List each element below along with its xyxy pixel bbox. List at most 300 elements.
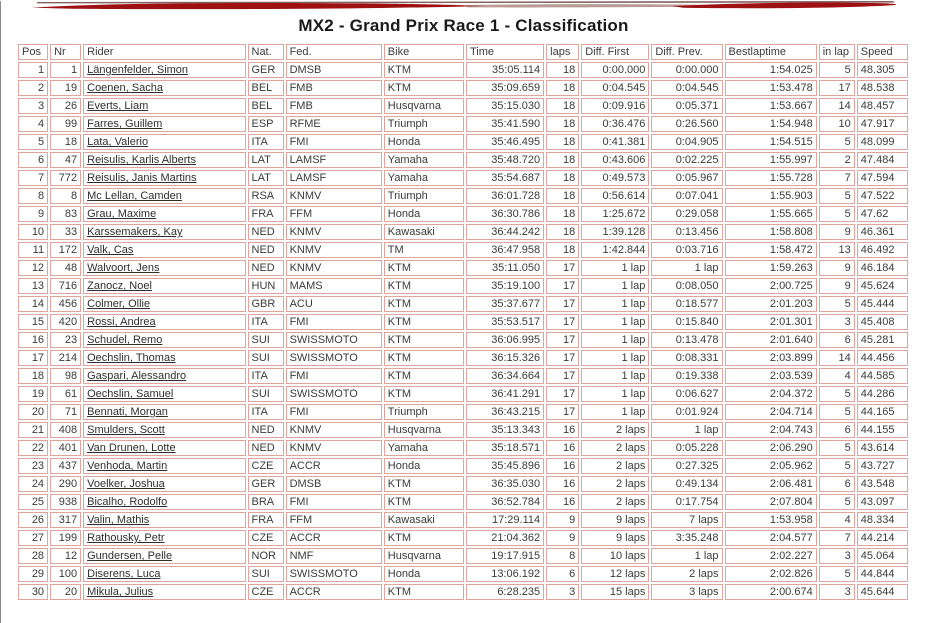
rider-link[interactable]: Van Drunen, Lotte xyxy=(87,442,176,454)
rider-link[interactable]: Walvoort, Jens xyxy=(87,262,160,274)
cell-bike: KTM xyxy=(384,332,464,348)
cell-diff-prev: 0:19.338 xyxy=(651,368,722,384)
rider-link[interactable]: Schudel, Remo xyxy=(87,334,163,346)
cell-pos: 14 xyxy=(18,296,48,312)
cell-fed: LAMSF xyxy=(286,170,382,186)
cell-speed: 47.62 xyxy=(857,206,908,222)
cell-diff-first: 2 laps xyxy=(581,494,649,510)
cell-fed: FMB xyxy=(286,80,382,96)
red-brush-stripe-graphic xyxy=(27,1,901,13)
table-row xyxy=(18,458,908,474)
rider-link[interactable]: Lata, Valerio xyxy=(87,136,149,148)
cell-bike: KTM xyxy=(384,494,464,510)
cell-in-lap: 5 xyxy=(819,134,855,150)
cell-speed: 45.644 xyxy=(857,584,908,600)
cell-laps: 17 xyxy=(546,404,579,420)
cell-speed: 43.727 xyxy=(857,458,908,474)
cell-nr: 12 xyxy=(50,548,81,564)
cell-rider xyxy=(83,458,245,474)
cell-rider xyxy=(83,242,245,258)
cell-nr: 71 xyxy=(50,404,81,420)
cell-diff-first: 0:36.476 xyxy=(581,116,649,132)
cell-time: 35:48.720 xyxy=(466,152,544,168)
cell-nr: 98 xyxy=(50,368,81,384)
col-header-diff-prev: Diff. Prev. xyxy=(651,44,722,60)
rider-link[interactable]: Bicalho, Rodolfo xyxy=(87,496,168,508)
cell-diff-first: 2 laps xyxy=(581,440,649,456)
cell-bestlaptime: 2:04.577 xyxy=(725,530,817,546)
cell-pos: 27 xyxy=(18,530,48,546)
cell-fed: KNMV xyxy=(286,440,382,456)
rider-link[interactable]: Rossi, Andrea xyxy=(87,316,156,328)
cell-rider xyxy=(83,116,245,132)
cell-laps: 18 xyxy=(546,206,579,222)
cell-diff-first: 1 lap xyxy=(581,332,649,348)
cell-rider xyxy=(83,440,245,456)
rider-link[interactable]: Reisulis, Karlis Alberts xyxy=(87,154,196,166)
cell-rider xyxy=(83,206,245,222)
cell-nr: 20 xyxy=(50,584,81,600)
cell-bike: KTM xyxy=(384,296,464,312)
cell-rider xyxy=(83,350,245,366)
cell-nr: 420 xyxy=(50,314,81,330)
cell-speed: 46.184 xyxy=(857,260,908,276)
cell-fed: KNMV xyxy=(286,242,382,258)
cell-diff-prev: 0:13.456 xyxy=(651,224,722,240)
col-header-fed: Fed. xyxy=(286,44,382,60)
page-title: MX2 - Grand Prix Race 1 - Classification xyxy=(298,16,629,35)
cell-diff-prev: 3 laps xyxy=(651,584,722,600)
cell-speed: 48.457 xyxy=(857,98,908,114)
cell-bike: KTM xyxy=(384,350,464,366)
table-row xyxy=(18,494,908,510)
cell-bestlaptime: 2:00.674 xyxy=(725,584,817,600)
cell-fed: FFM xyxy=(286,206,382,222)
cell-nr: 8 xyxy=(50,188,81,204)
cell-in-lap: 7 xyxy=(819,530,855,546)
rider-link[interactable]: Bennati, Morgan xyxy=(87,406,168,418)
cell-in-lap: 9 xyxy=(819,260,855,276)
cell-nr: 199 xyxy=(50,530,81,546)
cell-speed: 48.305 xyxy=(857,62,908,78)
rider-link[interactable]: Valk, Cas xyxy=(87,244,134,256)
rider-link[interactable]: Mikula, Julius xyxy=(87,586,154,598)
cell-diff-first: 1:39.128 xyxy=(581,224,649,240)
cell-diff-first: 2 laps xyxy=(581,458,649,474)
cell-pos: 24 xyxy=(18,476,48,492)
cell-speed: 45.444 xyxy=(857,296,908,312)
cell-pos: 9 xyxy=(18,206,48,222)
cell-pos: 10 xyxy=(18,224,48,240)
cell-laps: 17 xyxy=(546,350,579,366)
cell-pos: 22 xyxy=(18,440,48,456)
cell-speed: 45.408 xyxy=(857,314,908,330)
rider-link[interactable]: Coenen, Sacha xyxy=(87,82,163,94)
cell-diff-first: 0:49.573 xyxy=(581,170,649,186)
cell-laps: 16 xyxy=(546,440,579,456)
col-header-time: Time xyxy=(466,44,544,60)
cell-bike: Yamaha xyxy=(384,152,464,168)
cell-diff-prev: 0:03.716 xyxy=(651,242,722,258)
cell-diff-first: 10 laps xyxy=(581,548,649,564)
cell-diff-prev: 0:08.050 xyxy=(651,278,722,294)
cell-bestlaptime: 1:58.808 xyxy=(725,224,817,240)
cell-laps: 17 xyxy=(546,386,579,402)
cell-diff-prev: 1 lap xyxy=(651,548,722,564)
cell-diff-first: 0:00.000 xyxy=(581,62,649,78)
cell-nat: BEL xyxy=(248,80,284,96)
cell-laps: 17 xyxy=(546,368,579,384)
rider-link[interactable]: Gaspari, Alessandro xyxy=(87,370,187,382)
cell-diff-first: 12 laps xyxy=(581,566,649,582)
rider-link[interactable]: Oechslin, Thomas xyxy=(87,352,176,364)
cell-laps: 16 xyxy=(546,458,579,474)
cell-diff-prev: 3:35.248 xyxy=(651,530,722,546)
cell-nat: NOR xyxy=(248,548,284,564)
cell-diff-first: 0:56.614 xyxy=(581,188,649,204)
cell-in-lap: 6 xyxy=(819,422,855,438)
cell-diff-first: 15 laps xyxy=(581,584,649,600)
cell-fed: DMSB xyxy=(286,62,382,78)
cell-fed: ACCR xyxy=(286,530,382,546)
cell-bestlaptime: 2:02.826 xyxy=(725,566,817,582)
cell-bike: Honda xyxy=(384,206,464,222)
cell-nat: ITA xyxy=(248,134,284,150)
cell-diff-first: 2 laps xyxy=(581,476,649,492)
cell-nat: CZE xyxy=(248,458,284,474)
cell-time: 36:52.784 xyxy=(466,494,544,510)
cell-fed: FMI xyxy=(286,314,382,330)
cell-fed: ACCR xyxy=(286,458,382,474)
cell-pos: 21 xyxy=(18,422,48,438)
cell-bike: Triumph xyxy=(384,188,464,204)
cell-nat: CZE xyxy=(248,530,284,546)
cell-bike: KTM xyxy=(384,530,464,546)
col-header-diff-first: Diff. First xyxy=(581,44,649,60)
cell-laps: 9 xyxy=(546,512,579,528)
table-row xyxy=(18,98,908,114)
cell-nat: ITA xyxy=(248,368,284,384)
cell-nr: 408 xyxy=(50,422,81,438)
table-row xyxy=(18,152,908,168)
cell-diff-first: 1 lap xyxy=(581,368,649,384)
cell-nat: NED xyxy=(248,260,284,276)
cell-diff-first: 0:43.606 xyxy=(581,152,649,168)
col-header-nat: Nat. xyxy=(248,44,284,60)
cell-bestlaptime: 2:01.640 xyxy=(725,332,817,348)
cell-bike: Kawasaki xyxy=(384,512,464,528)
table-row xyxy=(18,548,908,564)
rider-link[interactable]: Zanocz, Noel xyxy=(87,280,152,292)
cell-in-lap: 14 xyxy=(819,350,855,366)
cell-diff-prev: 1 lap xyxy=(651,260,722,276)
cell-nat: LAT xyxy=(248,170,284,186)
cell-bestlaptime: 2:03.899 xyxy=(725,350,817,366)
cell-nr: 172 xyxy=(50,242,81,258)
cell-bestlaptime: 1:55.728 xyxy=(725,170,817,186)
cell-speed: 44.585 xyxy=(857,368,908,384)
cell-rider xyxy=(83,494,245,510)
cell-rider xyxy=(83,296,245,312)
cell-diff-prev: 0:49.134 xyxy=(651,476,722,492)
cell-diff-first: 1 lap xyxy=(581,314,649,330)
cell-nat: BEL xyxy=(248,98,284,114)
cell-diff-prev: 0:02.225 xyxy=(651,152,722,168)
col-header-in-lap: in lap xyxy=(819,44,855,60)
cell-nr: 99 xyxy=(50,116,81,132)
cell-bestlaptime: 2:04.372 xyxy=(725,386,817,402)
cell-pos: 30 xyxy=(18,584,48,600)
cell-pos: 16 xyxy=(18,332,48,348)
cell-diff-prev: 0:07.041 xyxy=(651,188,722,204)
cell-nr: 18 xyxy=(50,134,81,150)
cell-pos: 1 xyxy=(18,62,48,78)
cell-rider xyxy=(83,422,245,438)
table-row xyxy=(18,314,908,330)
table-row xyxy=(18,224,908,240)
cell-bike: Yamaha xyxy=(384,170,464,186)
table-row xyxy=(18,188,908,204)
cell-in-lap: 6 xyxy=(819,332,855,348)
cell-bestlaptime: 1:54.515 xyxy=(725,134,817,150)
cell-pos: 6 xyxy=(18,152,48,168)
rider-link[interactable]: Rathousky, Petr xyxy=(87,532,165,544)
cell-bike: Honda xyxy=(384,458,464,474)
cell-time: 35:46.495 xyxy=(466,134,544,150)
cell-rider xyxy=(83,134,245,150)
cell-diff-first: 1 lap xyxy=(581,404,649,420)
cell-bike: Husqvarna xyxy=(384,548,464,564)
cell-in-lap: 9 xyxy=(819,224,855,240)
cell-nr: 938 xyxy=(50,494,81,510)
cell-nat: SUI xyxy=(248,350,284,366)
cell-nat: CZE xyxy=(248,584,284,600)
cell-bestlaptime: 2:05.962 xyxy=(725,458,817,474)
cell-diff-first: 0:04.545 xyxy=(581,80,649,96)
cell-nat: SUI xyxy=(248,332,284,348)
rider-link[interactable]: Colmer, Ollie xyxy=(87,298,151,310)
rider-link[interactable]: Grau, Maxime xyxy=(87,208,157,220)
rider-link[interactable]: Smulders, Scott xyxy=(87,424,165,436)
cell-bestlaptime: 1:53.478 xyxy=(725,80,817,96)
header-row xyxy=(18,44,908,60)
cell-time: 35:13.343 xyxy=(466,422,544,438)
cell-nr: 33 xyxy=(50,224,81,240)
cell-rider xyxy=(83,62,245,78)
cell-nat: SUI xyxy=(248,566,284,582)
table-row xyxy=(18,422,908,438)
cell-in-lap: 17 xyxy=(819,80,855,96)
cell-fed: ACU xyxy=(286,296,382,312)
col-header-rider: Rider xyxy=(83,44,245,60)
rider-link[interactable]: Oechslin, Samuel xyxy=(87,388,174,400)
cell-bestlaptime: 2:00.725 xyxy=(725,278,817,294)
cell-in-lap: 4 xyxy=(819,512,855,528)
cell-nat: FRA xyxy=(248,206,284,222)
cell-rider xyxy=(83,476,245,492)
cell-speed: 44.155 xyxy=(857,422,908,438)
cell-time: 35:37.677 xyxy=(466,296,544,312)
table-row xyxy=(18,476,908,492)
cell-rider xyxy=(83,278,245,294)
cell-time: 35:09.659 xyxy=(466,80,544,96)
cell-in-lap: 5 xyxy=(819,296,855,312)
cell-in-lap: 3 xyxy=(819,548,855,564)
cell-diff-first: 1 lap xyxy=(581,386,649,402)
cell-bestlaptime: 2:02.227 xyxy=(725,548,817,564)
rider-link[interactable]: Mc Lellan, Camden xyxy=(87,190,182,202)
cell-diff-prev: 0:27.325 xyxy=(651,458,722,474)
rider-link[interactable]: Diserens, Luca xyxy=(87,568,161,580)
table-row xyxy=(18,80,908,96)
table-row xyxy=(18,404,908,420)
cell-in-lap: 5 xyxy=(819,62,855,78)
cell-diff-prev: 0:15.840 xyxy=(651,314,722,330)
rider-link[interactable]: Valin, Mathis xyxy=(87,514,150,526)
rider-link[interactable]: Karssemakers, Kay xyxy=(87,226,183,238)
cell-nr: 214 xyxy=(50,350,81,366)
cell-nr: 290 xyxy=(50,476,81,492)
cell-bike: Husqvarna xyxy=(384,422,464,438)
cell-bestlaptime: 2:03.539 xyxy=(725,368,817,384)
cell-diff-prev: 1 lap xyxy=(651,422,722,438)
cell-pos: 26 xyxy=(18,512,48,528)
cell-pos: 13 xyxy=(18,278,48,294)
table-row xyxy=(18,296,908,312)
cell-bike: KTM xyxy=(384,476,464,492)
cell-rider xyxy=(83,512,245,528)
cell-nat: ITA xyxy=(248,314,284,330)
rider-link[interactable]: Gundersen, Pelle xyxy=(87,550,173,562)
cell-fed: FMI xyxy=(286,404,382,420)
cell-speed: 45.064 xyxy=(857,548,908,564)
col-header-nr: Nr xyxy=(50,44,81,60)
col-header-laps: laps xyxy=(546,44,579,60)
cell-bike: Yamaha xyxy=(384,440,464,456)
cell-speed: 46.492 xyxy=(857,242,908,258)
cell-speed: 44.214 xyxy=(857,530,908,546)
cell-nat: GBR xyxy=(248,296,284,312)
cell-fed: KNMV xyxy=(286,224,382,240)
cell-in-lap: 5 xyxy=(819,566,855,582)
cell-fed: SWISSMOTO xyxy=(286,332,382,348)
cell-bike: KTM xyxy=(384,62,464,78)
cell-fed: FMB xyxy=(286,98,382,114)
cell-pos: 29 xyxy=(18,566,48,582)
cell-nat: ITA xyxy=(248,404,284,420)
col-header-bike: Bike xyxy=(384,44,464,60)
cell-time: 35:41.590 xyxy=(466,116,544,132)
cell-time: 35:15.030 xyxy=(466,98,544,114)
cell-laps: 18 xyxy=(546,152,579,168)
table-row xyxy=(18,170,908,186)
rider-link[interactable]: Reisulis, Janis Martins xyxy=(87,172,197,184)
cell-laps: 8 xyxy=(546,548,579,564)
table-row xyxy=(18,566,908,582)
table-row xyxy=(18,62,908,78)
cell-time: 36:44.242 xyxy=(466,224,544,240)
cell-nat: HUN xyxy=(248,278,284,294)
table-row xyxy=(18,278,908,294)
cell-nr: 437 xyxy=(50,458,81,474)
cell-pos: 17 xyxy=(18,350,48,366)
cell-nr: 317 xyxy=(50,512,81,528)
cell-pos: 5 xyxy=(18,134,48,150)
rider-link[interactable]: Farres, Guillem xyxy=(87,118,163,130)
cell-nat: NED xyxy=(248,440,284,456)
cell-bestlaptime: 2:01.203 xyxy=(725,296,817,312)
cell-fed: MAMS xyxy=(286,278,382,294)
cell-time: 35:54.687 xyxy=(466,170,544,186)
cell-pos: 7 xyxy=(18,170,48,186)
cell-bike: Kawasaki xyxy=(384,224,464,240)
cell-nat: ESP xyxy=(248,116,284,132)
cell-speed: 44.286 xyxy=(857,386,908,402)
cell-laps: 18 xyxy=(546,116,579,132)
cell-time: 36:01.728 xyxy=(466,188,544,204)
cell-pos: 28 xyxy=(18,548,48,564)
cell-time: 21:04.362 xyxy=(466,530,544,546)
classification-table xyxy=(16,42,910,602)
cell-rider xyxy=(83,314,245,330)
cell-bike: Triumph xyxy=(384,404,464,420)
cell-bike: KTM xyxy=(384,260,464,276)
table-row xyxy=(18,350,908,366)
cell-laps: 18 xyxy=(546,98,579,114)
cell-bestlaptime: 2:04.714 xyxy=(725,404,817,420)
cell-diff-first: 1:25.672 xyxy=(581,206,649,222)
rider-link[interactable]: Venhoda, Martin xyxy=(87,460,168,472)
cell-nr: 100 xyxy=(50,566,81,582)
cell-pos: 11 xyxy=(18,242,48,258)
cell-nat: SUI xyxy=(248,386,284,402)
table-row xyxy=(18,386,908,402)
cell-time: 36:35.030 xyxy=(466,476,544,492)
cell-nr: 48 xyxy=(50,260,81,276)
cell-nat: NED xyxy=(248,422,284,438)
rider-link[interactable]: Everts, Liam xyxy=(87,100,149,112)
cell-speed: 43.614 xyxy=(857,440,908,456)
cell-pos: 2 xyxy=(18,80,48,96)
cell-bestlaptime: 1:54.025 xyxy=(725,62,817,78)
cell-bestlaptime: 1:58.472 xyxy=(725,242,817,258)
cell-time: 35:45.896 xyxy=(466,458,544,474)
cell-in-lap: 7 xyxy=(819,170,855,186)
cell-nr: 456 xyxy=(50,296,81,312)
cell-time: 35:05.114 xyxy=(466,62,544,78)
cell-speed: 47.522 xyxy=(857,188,908,204)
cell-diff-first: 1:42.844 xyxy=(581,242,649,258)
cell-speed: 47.484 xyxy=(857,152,908,168)
rider-link[interactable]: Längenfelder, Simon xyxy=(87,64,189,76)
cell-fed: FMI xyxy=(286,368,382,384)
cell-in-lap: 5 xyxy=(819,188,855,204)
cell-bestlaptime: 2:04.743 xyxy=(725,422,817,438)
table-row xyxy=(18,206,908,222)
cell-bestlaptime: 1:55.997 xyxy=(725,152,817,168)
cell-nr: 61 xyxy=(50,386,81,402)
cell-diff-prev: 0:18.577 xyxy=(651,296,722,312)
cell-fed: DMSB xyxy=(286,476,382,492)
cell-fed: NMF xyxy=(286,548,382,564)
cell-speed: 45.624 xyxy=(857,278,908,294)
rider-link[interactable]: Voelker, Joshua xyxy=(87,478,165,490)
col-header-pos: Pos xyxy=(18,44,48,60)
cell-nat: NED xyxy=(248,242,284,258)
cell-laps: 17 xyxy=(546,278,579,294)
cell-fed: SWISSMOTO xyxy=(286,350,382,366)
cell-rider xyxy=(83,548,245,564)
